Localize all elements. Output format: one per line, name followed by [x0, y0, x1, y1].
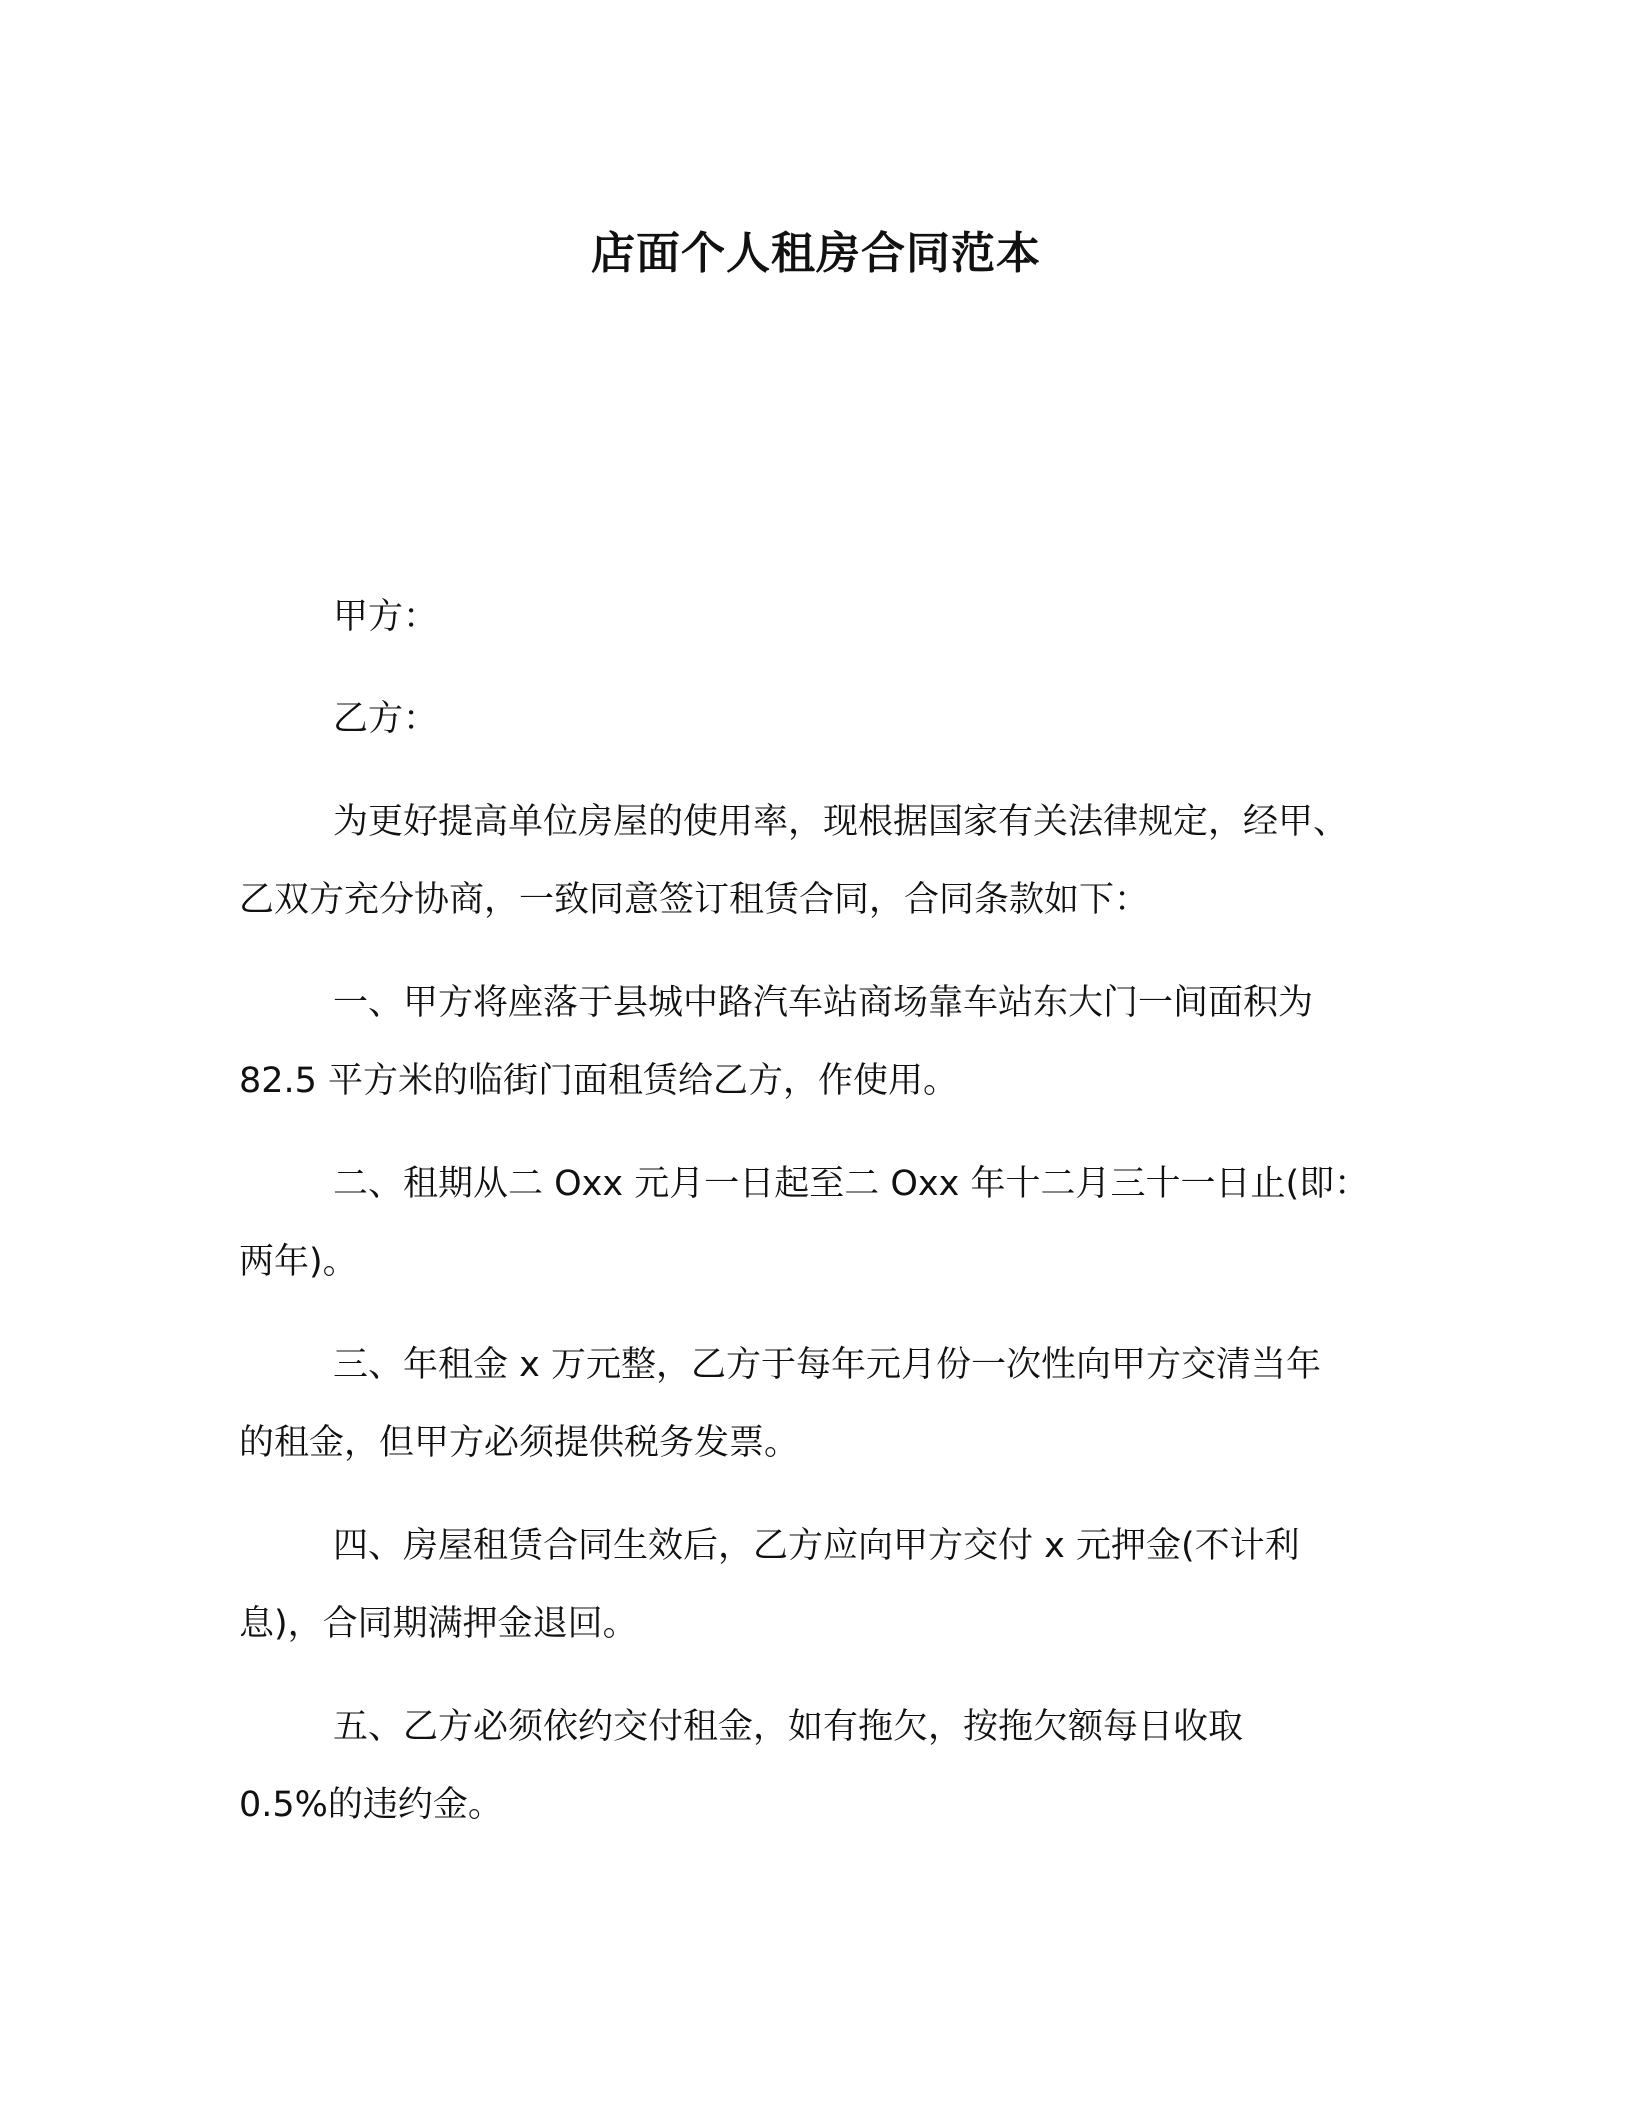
clause-1-line-1: 一、甲方将座落于县城中路汽车站商场靠车站东大门一间面积为 [333, 983, 1314, 1023]
document-title: 店面个人租房合同范本 [591, 228, 1041, 279]
intro-line-1: 为更好提高单位房屋的使用率，现根据国家有关法律规定，经甲、 [333, 802, 1349, 842]
party-b-label: 乙方： [333, 699, 439, 739]
clause-3-line-1: 三、年租金 x 万元整，乙方于每年元月份一次性向甲方交清当年 [333, 1345, 1321, 1385]
party-a-label: 甲方： [333, 597, 439, 637]
clause-4-line-2: 息)，合同期满押金退回。 [239, 1604, 638, 1644]
clause-1-line-2: 82.5 平方米的临街门面租赁给乙方，作使用。 [239, 1061, 959, 1101]
clause-4-line-1: 四、房屋租赁合同生效后，乙方应向甲方交付 x 元押金(不计利 [333, 1526, 1300, 1566]
clause-2-line-2: 两年)。 [239, 1242, 358, 1282]
clause-5-line-1: 五、乙方必须依约交付租金，如有拖欠，按拖欠额每日收取 [333, 1707, 1244, 1747]
clause-2-line-1: 二、租期从二 Oxx 元月一日起至二 Oxx 年十二月三十一日止(即： [333, 1164, 1370, 1204]
clause-5-line-2: 0.5%的违约金。 [239, 1785, 503, 1825]
intro-line-2: 乙双方充分协商，一致同意签订租赁合同，合同条款如下： [239, 880, 1150, 920]
clause-3-line-2: 的租金，但甲方必须提供税务发票。 [239, 1423, 800, 1463]
